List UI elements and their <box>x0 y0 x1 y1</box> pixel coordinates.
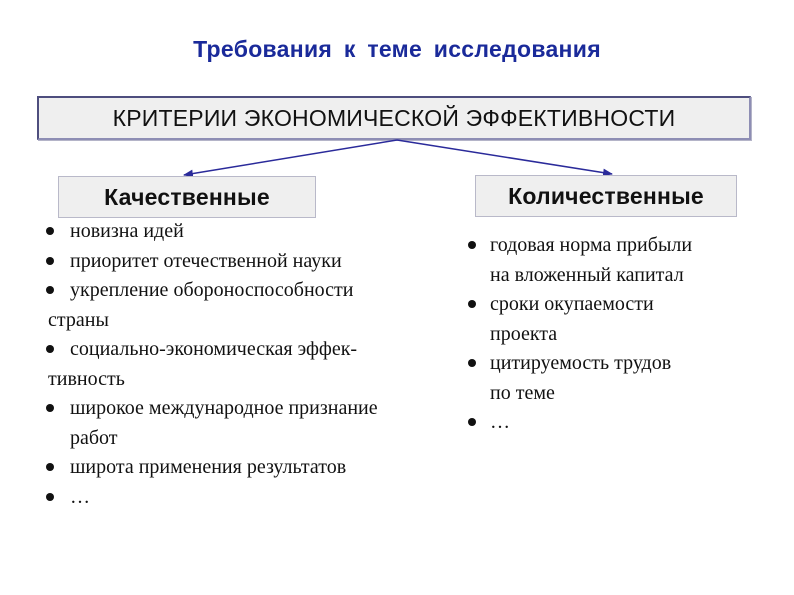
quantitative-label: Количественные <box>508 182 704 209</box>
bullet-icon <box>48 247 70 277</box>
list-item: сроки окупаемости проекта <box>468 290 788 349</box>
bullet-icon <box>48 453 70 483</box>
list-item: широкое международное признание работ <box>48 394 458 453</box>
qualitative-header <box>58 176 316 218</box>
list-item: социально-экономическая эффек- тивность <box>48 335 458 394</box>
bullet-icon <box>468 408 490 438</box>
list-item: годовая норма прибыли на вложенный капитал <box>468 231 788 290</box>
list-item: укрепление обороноспособности страны <box>48 276 458 335</box>
list-item: широта применения результатов <box>48 453 458 483</box>
list-item: … <box>468 408 788 438</box>
list-item: новизна идей <box>48 217 458 247</box>
arrow-to-quantitative <box>397 140 612 174</box>
bullet-icon <box>468 231 490 261</box>
qualitative-label: Качественные <box>104 183 270 210</box>
criteria-label: КРИТЕРИИ ЭКОНОМИЧЕСКОЙ ЭФФЕКТИВНОСТИ <box>112 104 676 131</box>
bullet-icon <box>468 290 490 320</box>
list-item: … <box>48 483 458 513</box>
bullet-icon <box>48 394 70 424</box>
bullet-icon <box>48 335 70 365</box>
quantitative-header <box>475 175 737 217</box>
bullet-icon <box>48 483 70 513</box>
list-item: приоритет отечественной науки <box>48 247 458 277</box>
list-item: цитируемость трудов по теме <box>468 349 788 408</box>
bullet-icon <box>48 217 70 247</box>
bullet-icon <box>468 349 490 379</box>
quantitative-list <box>468 231 788 438</box>
slide-title: Требования к теме исследования <box>193 36 601 62</box>
qualitative-list <box>48 217 458 512</box>
arrow-to-qualitative <box>184 140 397 175</box>
bullet-icon <box>48 276 70 306</box>
